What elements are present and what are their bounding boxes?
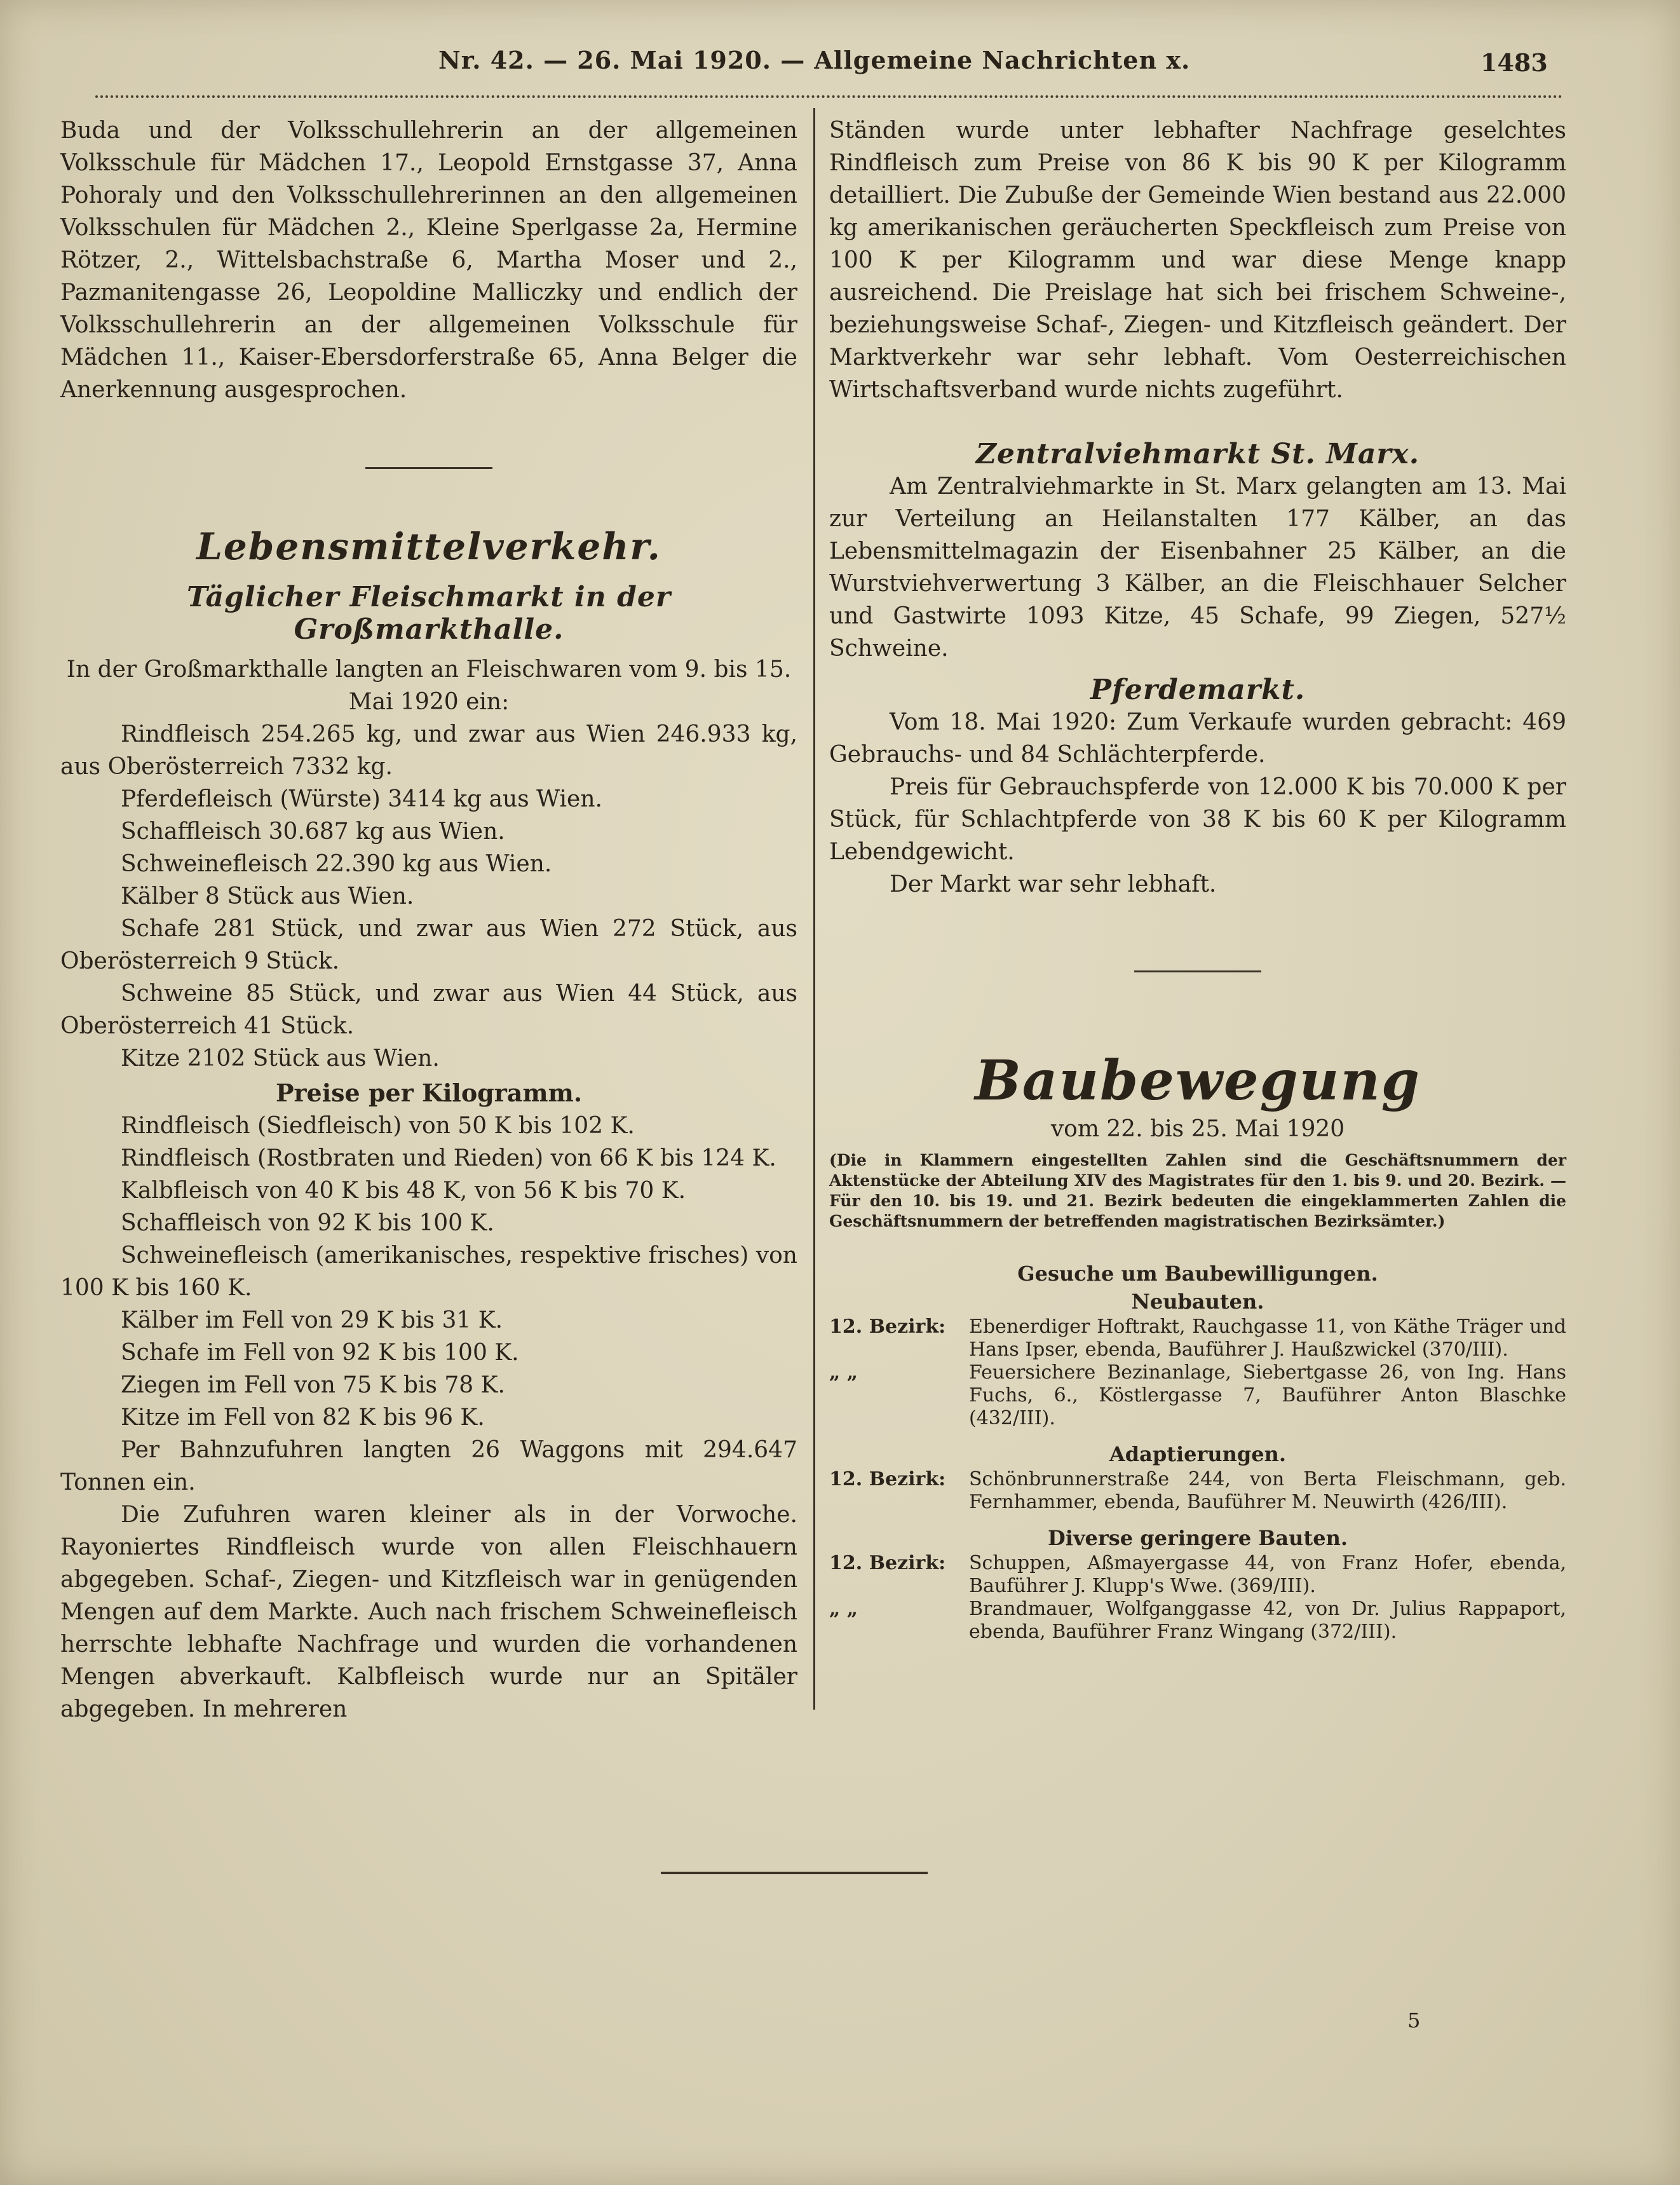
section-title-lebensmittel: Lebensmittelverkehr.: [196, 525, 661, 568]
bottom-rule: [661, 1872, 928, 1874]
baubewegung-date: vom 22. bis 25. Mai 1920: [1050, 1116, 1345, 1142]
price-item: Kalbfleisch von 40 K bis 48 K, von 56 K bis 70 K.: [121, 1178, 686, 1204]
entry-text: Schuppen, Aßmayergasse 44, von Franz Hofer, ebenda, Bauführer J. Klupp's Wwe. (369/III).: [969, 1552, 1566, 1597]
market-title: Täglicher Fleischmarkt in der Großmarkthalle.: [186, 581, 672, 646]
continuation-paragraph: Ständen wurde unter lebhafter Nachfrage geselchtes Rindfleisch zum Preise von 86 K bis 90 K per Kilogramm detailliert. Die Zubuße der Gemeinde Wien bestand aus 22.000 kg amerikanischen geräucherten Speckfleisch zum Preise von 100 K per Kilogramm und war diese Menge knapp ausreichend. Die Preislage hat sich bei frischem Schweine-, beziehungsweise Schaf-, Ziegen- und Kitzfleisch geändert. Der Marktverkehr war sehr lebhaft. Vom Oesterreichischen Wirtschaftsverband wurde nichts zugeführt.: [829, 118, 1566, 403]
price-item: Rindfleisch (Siedfleisch) von 50 K bis 102 K.: [121, 1113, 635, 1139]
gesuche-title: Gesuche um Baubewilligungen.: [1017, 1262, 1378, 1286]
arrival-item: Schafe 281 Stück, und zwar aus Wien 272 Stück, aus Oberösterreich 9 Stück.: [60, 916, 797, 974]
prices-title: Preise per Kilogramm.: [275, 1079, 583, 1107]
entry-text: Ebenerdiger Hoftrakt, Rauchgasse 11, von Käthe Träger und Hans Ipser, ebenda, Bauführer J. Haußzwickel (370/III).: [969, 1316, 1566, 1361]
header-divider: [95, 95, 1563, 98]
signature-mark: 5: [1407, 2008, 1421, 2032]
column-divider: [813, 108, 815, 1710]
entry-label: „ „: [829, 1361, 858, 1384]
price-item: Rindfleisch (Rostbraten und Rieden) von 66 K bis 124 K.: [121, 1145, 776, 1171]
building-entry: [829, 1316, 1566, 1361]
right-column: [829, 114, 1566, 1644]
arrival-item: Kälber 8 Stück aus Wien.: [121, 883, 414, 909]
pferdemarkt-text: Preis für Gebrauchspferde von 12.000 K bis 70.000 K per Stück, für Schlachtpferde von 38 K bis 60 K per Kilogramm Lebendgewicht.: [829, 774, 1566, 865]
price-item: Schaffleisch von 92 K bis 100 K.: [121, 1210, 494, 1236]
entry-label: „ „: [829, 1598, 858, 1620]
arrival-item: Schweinefleisch 22.390 kg aus Wien.: [121, 851, 552, 877]
arrival-item: Kitze 2102 Stück aus Wien.: [121, 1045, 440, 1072]
header-title: Nr. 42. — 26. Mai 1920. — Allgemeine Nachrichten x.: [438, 46, 1191, 74]
arrival-item: Schweine 85 Stück, und zwar aus Wien 44 Stück, aus Oberösterreich 41 Stück.: [60, 981, 797, 1039]
baubewegung-title: Baubewegung: [975, 1049, 1421, 1113]
continuation-paragraph: Buda und der Volksschullehrerin an der allgemeinen Volksschule für Mädchen 17., Leopold Ernstgasse 37, Anna Pohoraly und den Volksschullehrerinnen an den allgemeinen Volksschulen für Mädchen 2., Kleine Sperlgasse 2a, Hermine Rötzer, 2., Wittelsbachstraße 6, Martha Moser und 2., Pazmanitengasse 26, Leopoldine Malliczky und endlich der Volksschullehrerin an der allgemeinen Volksschule für Mädchen 11., Kaiser-Ebersdorferstraße 65, Anna Belger die Anerkennung ausgesprochen.: [60, 118, 797, 403]
entry-label: 12. Bezirk:: [829, 1552, 946, 1574]
building-entry: [829, 1552, 1566, 1598]
price-item: Ziegen im Fell von 75 K bis 78 K.: [121, 1372, 505, 1398]
zentralviehmarkt-title: Zentralviehmarkt St. Marx.: [975, 438, 1420, 470]
neubauten-title: Neubauten.: [1131, 1290, 1264, 1314]
page-number: 1483: [1480, 48, 1548, 77]
page-header: [0, 39, 1680, 84]
baubewegung-note: (Die in Klammern eingestellten Zahlen sind die Geschäftsnummern der Aktenstücke der Abteilung XIV des Magistrates für den 1. bis 9. und 20. Bezirk. — Für den 10. bis 19. und 21. Bezirk bedeuten die eingeklammerten Zahlen die Geschäftsnummern der betreffenden magistratischen Bezirksämter.): [829, 1151, 1566, 1230]
price-item: Schafe im Fell von 92 K bis 100 K.: [121, 1340, 519, 1366]
pferdemarkt-title: Pferdemarkt.: [1090, 674, 1306, 706]
price-item: Kälber im Fell von 29 K bis 31 K.: [121, 1307, 503, 1333]
market-closing-paragraph: Die Zufuhren waren kleiner als in der Vorwoche. Rayoniertes Rindfleisch wurde von allen Fleischhauern abgegeben. Schaf-, Ziegen- und Kitzfleisch war in genügenden Mengen auf dem Markte. Auch nach frischem Schweinefleisch herrschte lebhafte Nachfrage und wurden die vorhandenen Mengen abverkauft. Kalbfleisch wurde nur an Spitäler abgegeben. In mehreren: [60, 1502, 797, 1722]
building-entry: [829, 1361, 1566, 1430]
left-column: [60, 114, 797, 1726]
building-entry: [829, 1468, 1566, 1514]
entry-label: 12. Bezirk:: [829, 1468, 946, 1490]
diverse-title: Diverse geringere Bauten.: [1048, 1526, 1348, 1550]
arrival-item: Rindfleisch 254.265 kg, und zwar aus Wien 246.933 kg, aus Oberösterreich 7332 kg.: [60, 721, 797, 780]
entry-text: Brandmauer, Wolfganggasse 42, von Dr. Julius Rappaport, ebenda, Bauführer Franz Wingang (372/III).: [969, 1598, 1566, 1643]
market-intro: In der Großmarkthalle langten an Fleischwaren vom 9. bis 15. Mai 1920 ein:: [66, 657, 792, 715]
pferdemarkt-text: Der Markt war sehr lebhaft.: [890, 871, 1217, 897]
arrival-item: Pferdefleisch (Würste) 3414 kg aus Wien.: [121, 786, 602, 812]
zentralviehmarkt-text: Am Zentralviehmarkte in St. Marx gelangten am 13. Mai zur Verteilung an Heilanstalten 177 Kälber, an das Lebensmittelmagazin der Eisenbahner 25 Kälber, an die Wurstviehverwertung 3 Kälber, an die Fleischhauer Selcher und Gastwirte 1093 Kitze, 45 Schafe, 99 Ziegen, 527½ Schweine.: [829, 473, 1566, 662]
building-entry: [829, 1598, 1566, 1644]
entry-text: Schönbrunnerstraße 244, von Berta Fleischmann, geb. Fernhammer, ebenda, Bauführer M. Neuwirth (426/III).: [969, 1468, 1566, 1513]
price-item: Schweinefleisch (amerikanisches, respektive frisches) von 100 K bis 160 K.: [60, 1242, 797, 1301]
entry-text: Feuersichere Bezinanlage, Siebertgasse 26, von Ing. Hans Fuchs, 6., Köstlergasse 7, Bauführer Anton Blaschke (432/III).: [969, 1361, 1566, 1429]
pferdemarkt-text: Vom 18. Mai 1920: Zum Verkaufe wurden gebracht: 469 Gebrauchs- und 84 Schlächterpferde.: [829, 709, 1566, 768]
price-item: Per Bahnzufuhren langten 26 Waggons mit 294.647 Tonnen ein.: [60, 1437, 797, 1495]
arrival-item: Schaffleisch 30.687 kg aus Wien.: [121, 819, 505, 845]
entry-label: 12. Bezirk:: [829, 1316, 946, 1338]
adaptierungen-title: Adaptierungen.: [1109, 1442, 1287, 1466]
price-item: Kitze im Fell von 82 K bis 96 K.: [121, 1405, 485, 1431]
